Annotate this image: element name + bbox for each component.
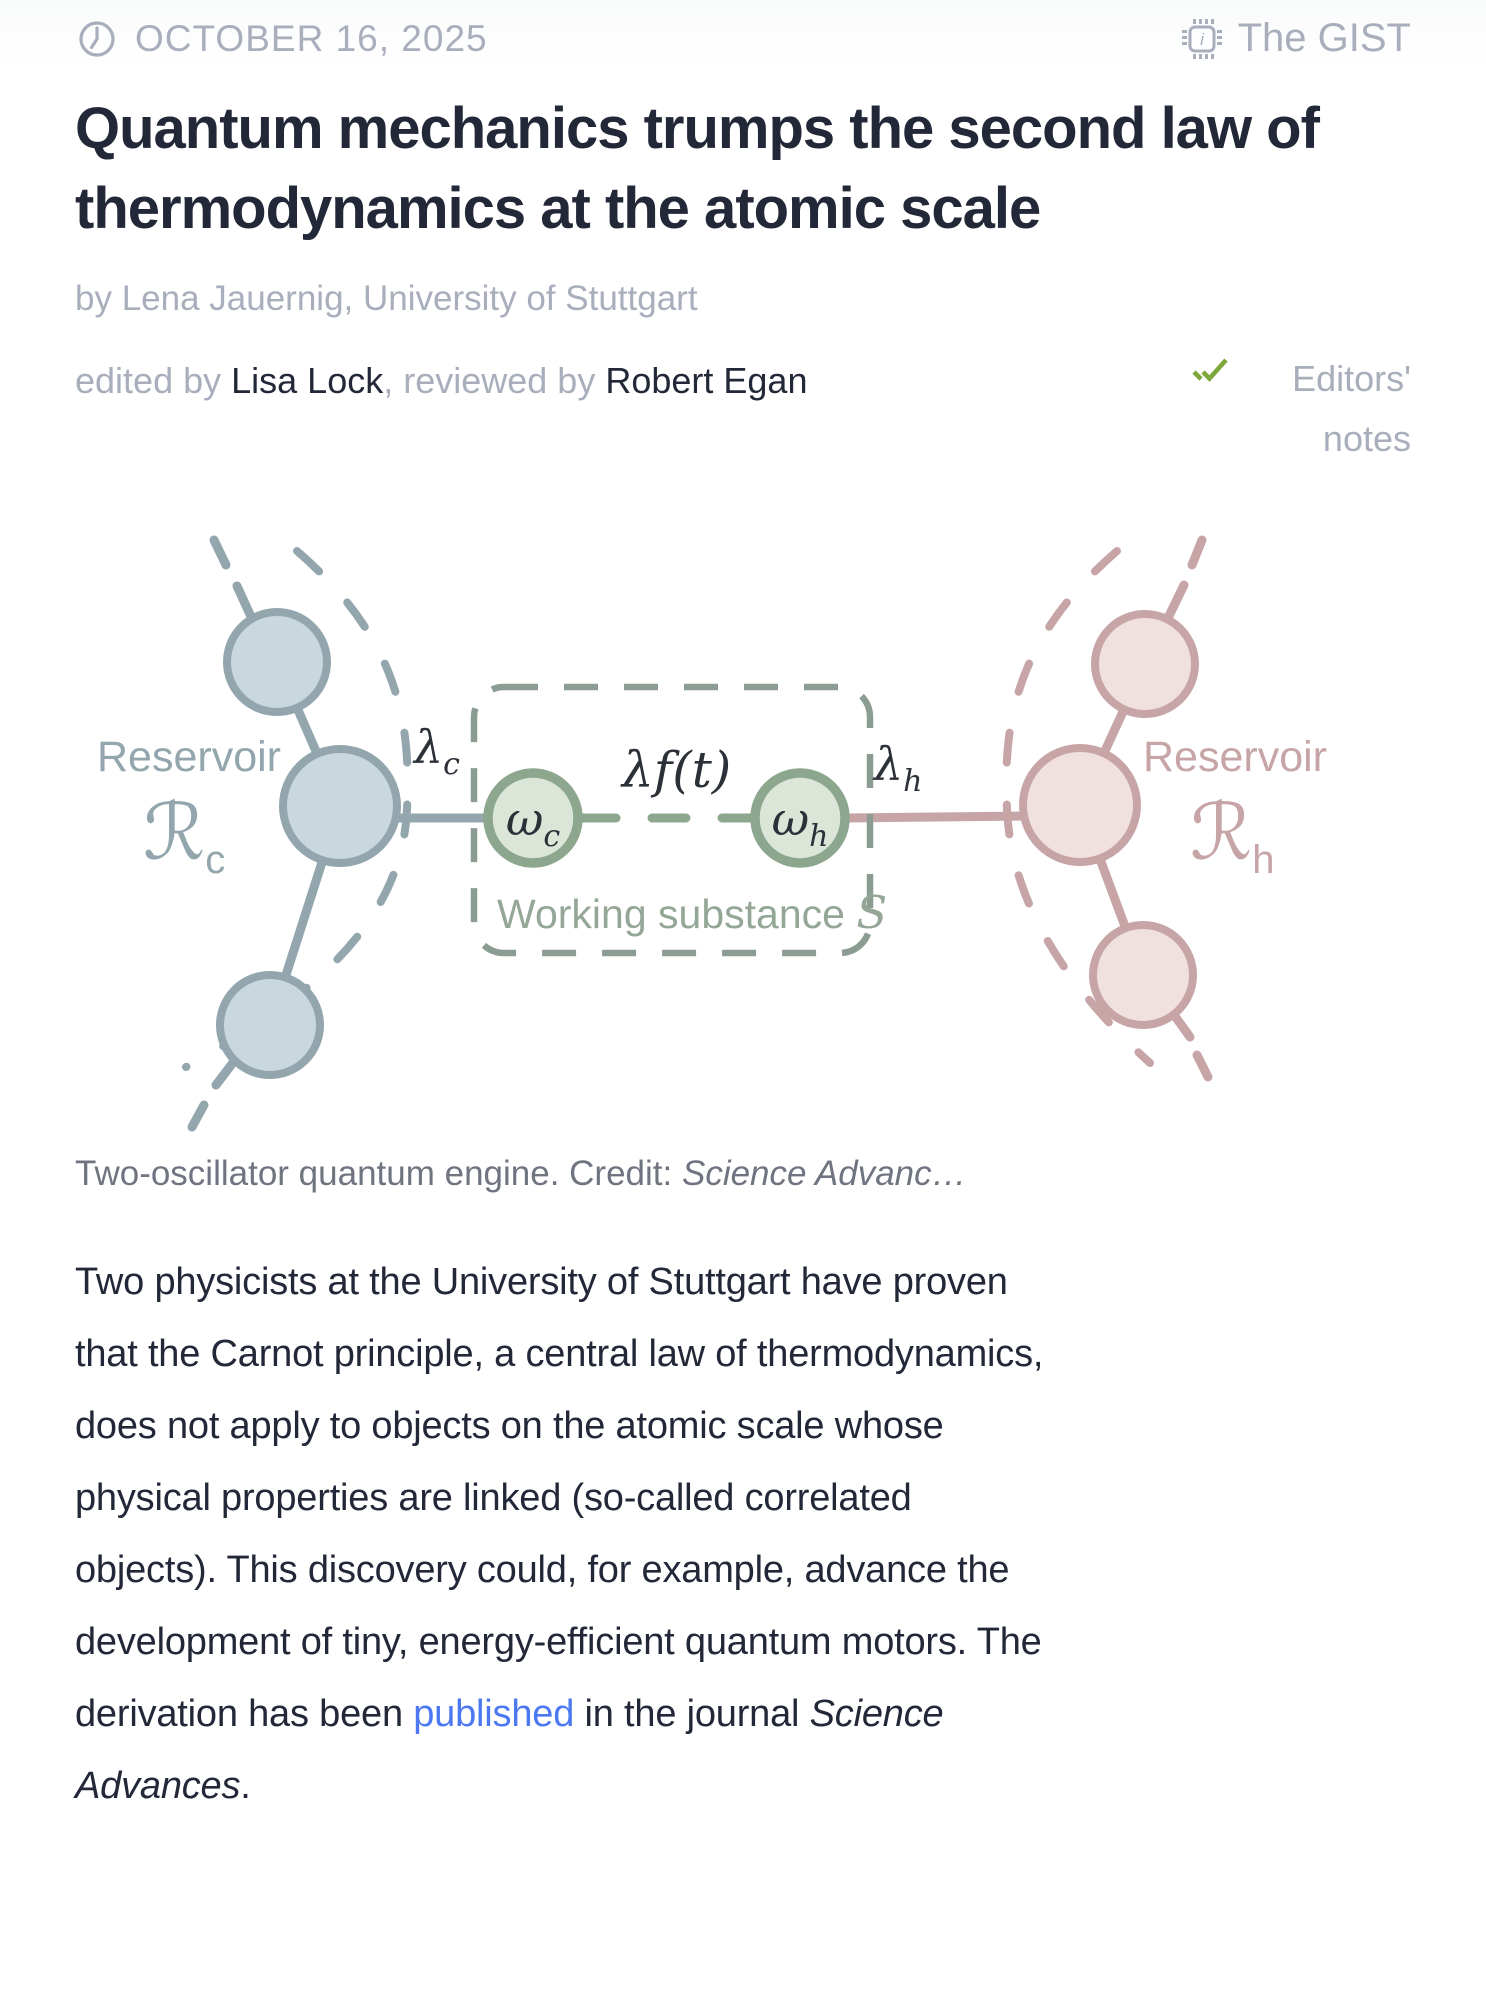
edit-row (75, 349, 1411, 469)
hot-stub (1168, 585, 1184, 618)
omega-c-label: $\omega_c$ (505, 792, 561, 854)
date-label: OCTOBER 16, 2025 (135, 17, 488, 59)
hot-stub-dash (1197, 1055, 1208, 1077)
hot-reservoir-label: Reservoir (1143, 733, 1327, 781)
meta-row (75, 16, 1411, 61)
editors-notes[interactable] (1191, 349, 1411, 469)
clock-icon (75, 17, 119, 61)
figure (0, 475, 1486, 1140)
cold-stub-dash (214, 540, 226, 565)
svg-text:i: i (1199, 29, 1204, 49)
double-check-icon (1191, 357, 1231, 387)
cold-reservoir-label: Reservoir (97, 733, 281, 781)
working-substance-label: Working substance S (497, 886, 888, 939)
text-run: Science (809, 1693, 944, 1735)
byline: by Lena Jauernig, University of Stuttgart (75, 279, 698, 318)
gist-badge[interactable] (1180, 16, 1411, 61)
lambda-c-label: $\lambda_c$ (414, 720, 460, 782)
coupling-label: λf(t) (622, 741, 732, 799)
article-body: Two physicists at the University of Stuttgart have proven that the Carnot principle, a central law of thermodynamics, does not apply to objects on the atomic scale whose physical properties are linked (so-called correlated objects). This discovery could, for example, advance the development of tiny, energy-efficient quantum motors. The derivation has been published in the journal Science Advances. (75, 1261, 1044, 1807)
hot-atom (1093, 925, 1193, 1025)
edited-line: edited by Lisa Lock, reviewed by Robert Egan (75, 360, 808, 401)
working-substance-group (412, 687, 922, 953)
cold-stub-dash (192, 1105, 204, 1127)
text-run: Robert Egan (605, 360, 808, 401)
text-run: Science Advanc… (681, 1154, 967, 1193)
editors-notes-label: Editors' notes (1292, 358, 1411, 459)
published-link[interactable]: published (413, 1693, 575, 1735)
lambda-h-label: $\lambda_h$ (874, 737, 923, 799)
quantum-engine-diagram (0, 475, 1486, 1135)
text-run: Lisa Lock (231, 360, 384, 401)
hot-reservoir-group (846, 540, 1327, 1077)
date-block (75, 17, 488, 61)
article-title: Quantum mechanics trumps the second law of thermodynamics at the atomic scale (75, 96, 1319, 241)
hot-hub-atom (1023, 748, 1137, 862)
hot-reservoir-symbol: ℛh (1190, 788, 1275, 882)
gist-label: The GIST (1237, 16, 1411, 60)
hot-atom (1095, 614, 1195, 714)
omega-h-label: $\omega_h$ (771, 792, 829, 854)
figure-caption: Two-oscillator quantum engine. Credit: Science Advanc… (75, 1154, 967, 1193)
cold-hub-atom (283, 749, 397, 863)
cold-reservoir-group (97, 540, 492, 1127)
cold-atom (220, 975, 320, 1075)
chip-icon (1180, 17, 1224, 61)
hot-stub-dash (1192, 540, 1202, 565)
text-run: Advances (75, 1765, 241, 1807)
hot-coupling-line (846, 816, 1028, 818)
cold-atom (227, 612, 327, 712)
cold-stub (216, 1060, 235, 1085)
cold-reservoir-symbol: ℛc (143, 788, 226, 882)
